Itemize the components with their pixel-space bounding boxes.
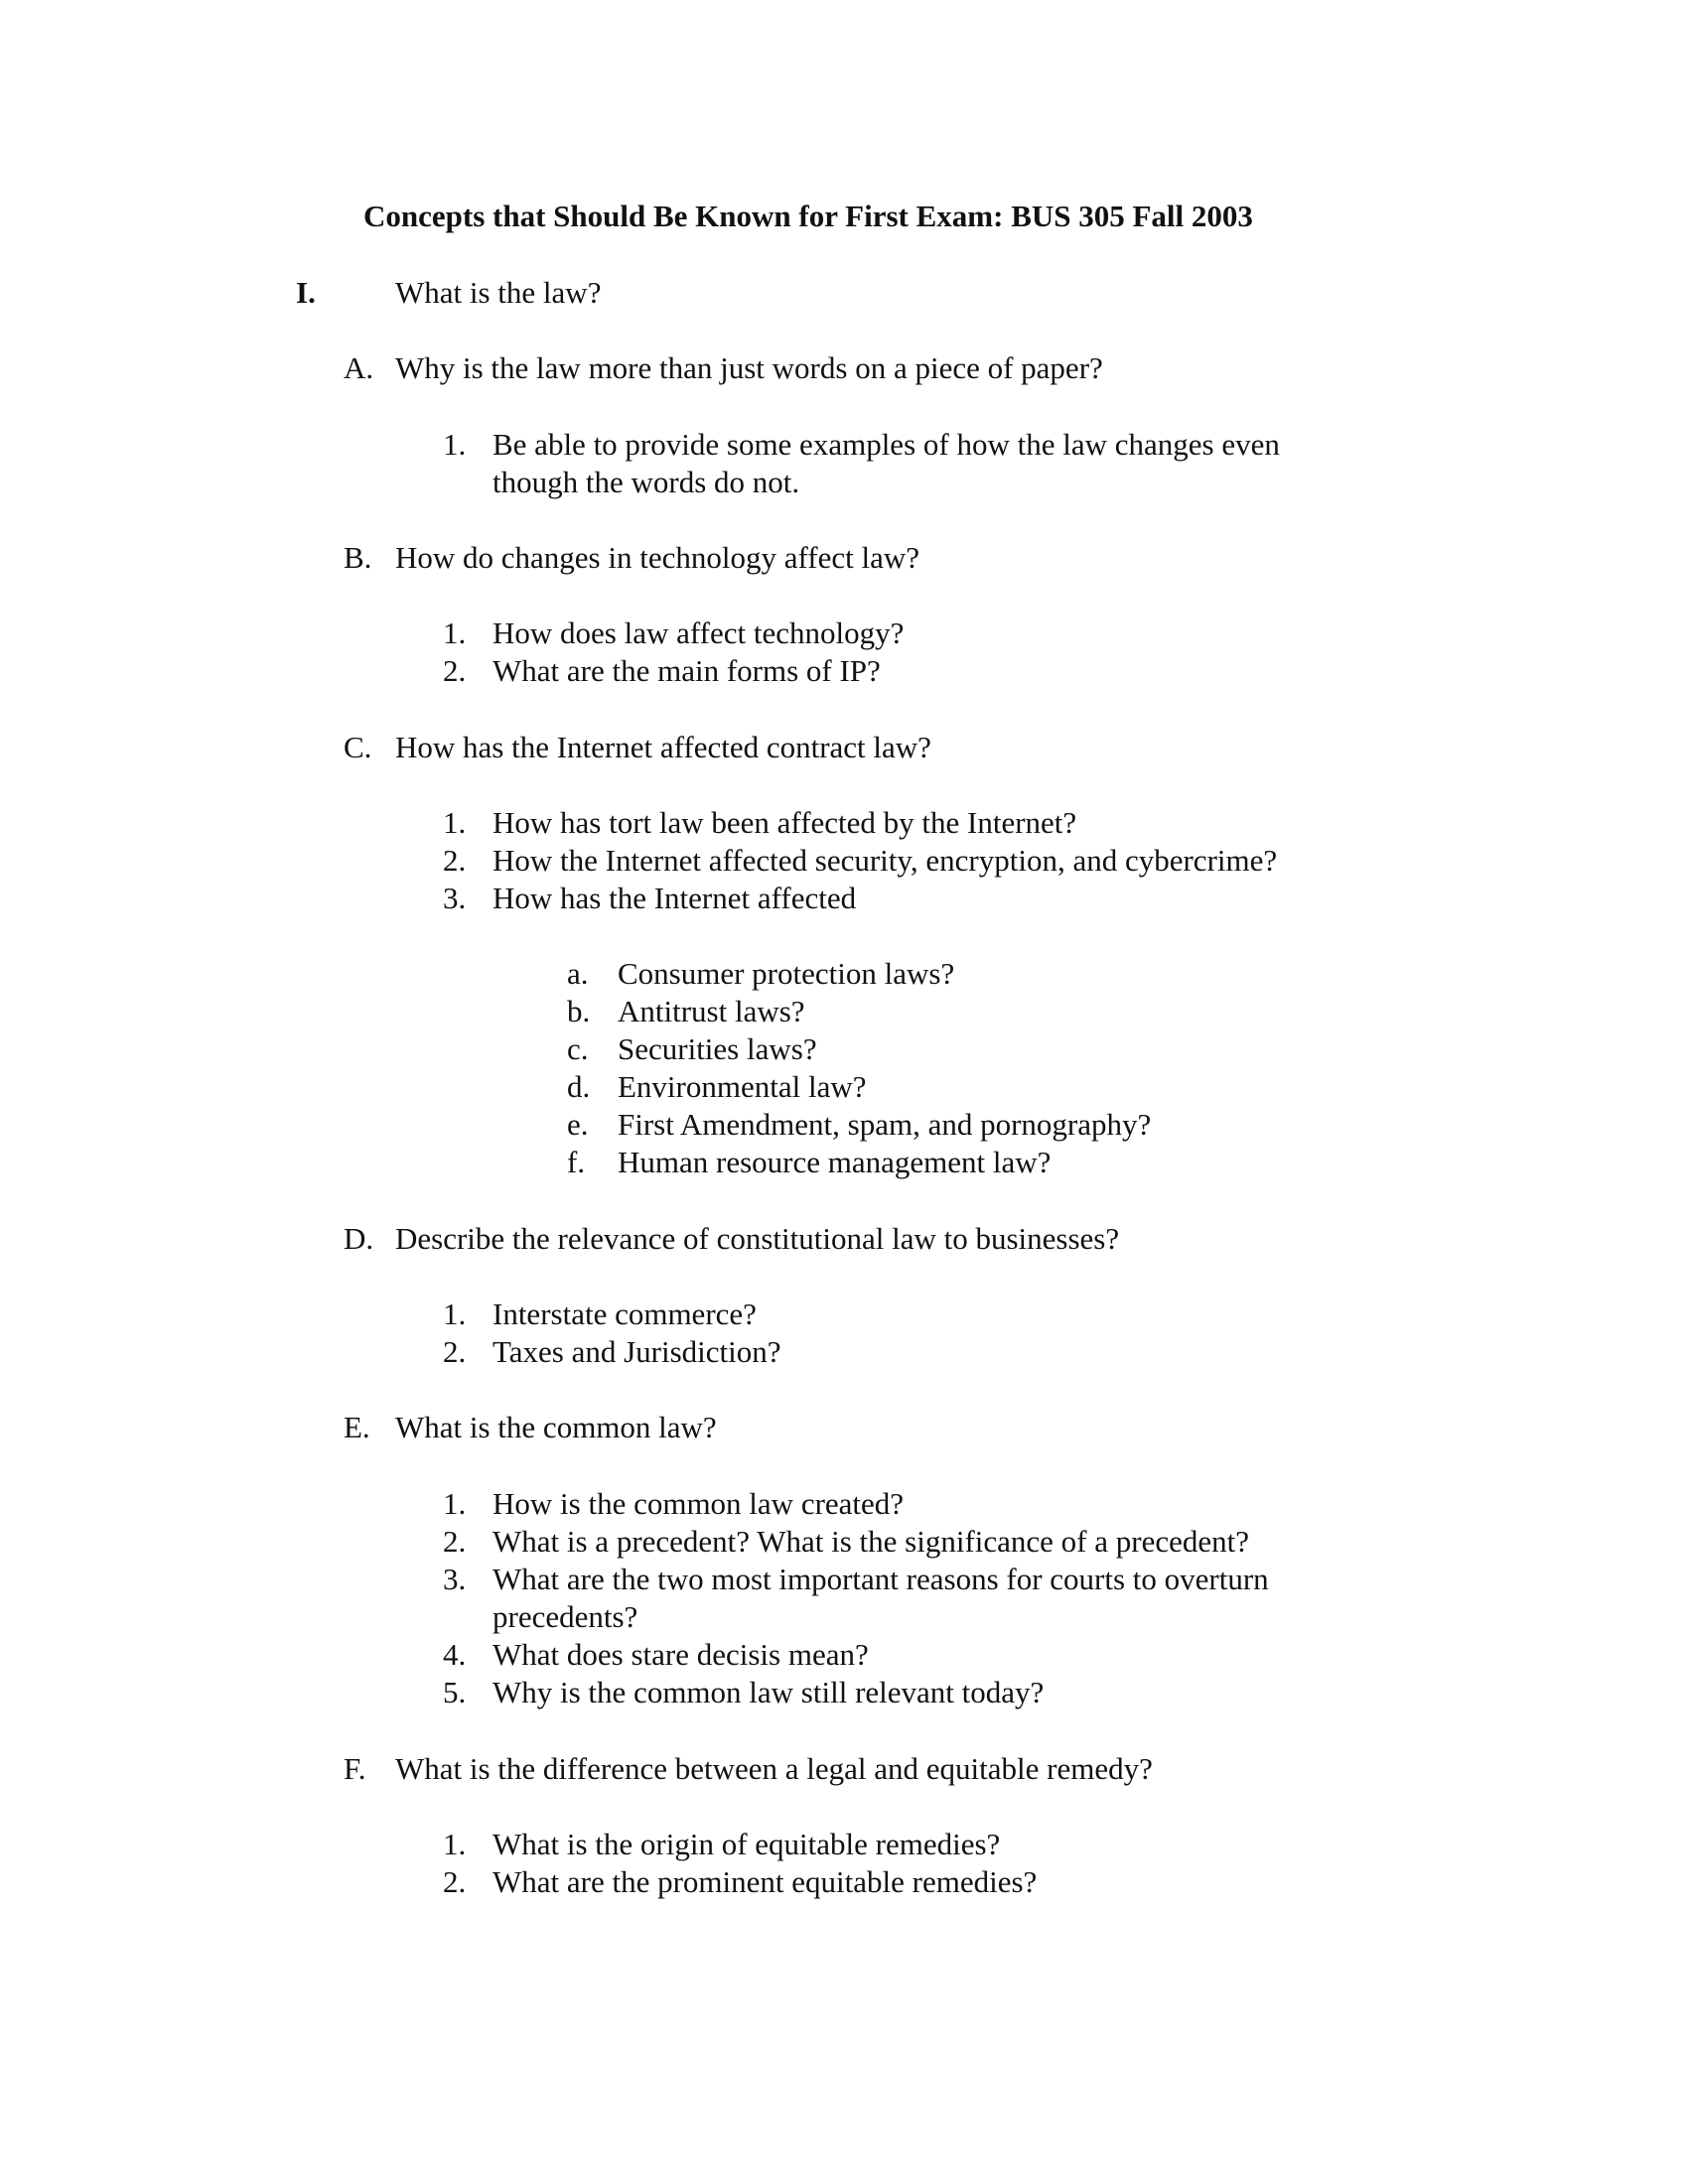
outline-marker-d: D. [344, 1221, 374, 1256]
outline-heading-c: How has the Internet affected contract law? [395, 730, 931, 764]
list-item-text: Be able to provide some examples of how the law changes even [492, 427, 1280, 462]
list-item-text: What is the origin of equitable remedies? [492, 1827, 1001, 1861]
list-item-marker: 1. [443, 1486, 467, 1521]
section-heading: What is the law? [395, 275, 602, 310]
list-item-text-continued: though the words do not. [492, 465, 800, 499]
list-item-text: How is the common law created? [492, 1486, 905, 1521]
outline-heading-b: How do changes in technology affect law? [395, 540, 919, 575]
outline-heading-e: What is the common law? [395, 1410, 717, 1444]
list-item-marker: 2. [443, 1864, 467, 1899]
list-item-marker: 2. [443, 1334, 467, 1369]
list-item-marker: 1. [443, 1297, 467, 1331]
list-item-text: Interstate commerce? [492, 1297, 757, 1331]
list-item-text: What are the prominent equitable remedies? [492, 1864, 1038, 1899]
list-item-marker: 2. [443, 1524, 467, 1559]
sub-item-text: First Amendment, spam, and pornography? [618, 1107, 1152, 1142]
list-item-text: How has tort law been affected by the Internet? [492, 805, 1077, 840]
list-item-marker: 3. [443, 881, 467, 915]
list-item-marker: 2. [443, 843, 467, 878]
outline-marker-c: C. [344, 730, 372, 764]
list-item-marker: 1. [443, 1827, 467, 1861]
list-item-text: What are the two most important reasons for courts to overturn [492, 1562, 1269, 1596]
outline-heading-f: What is the difference between a legal and equitable remedy? [395, 1751, 1153, 1786]
list-item-text: Taxes and Jurisdiction? [492, 1334, 781, 1369]
sub-item-text: Consumer protection laws? [618, 956, 955, 991]
list-item-text: How does law affect technology? [492, 615, 905, 650]
list-item-marker: 4. [443, 1637, 467, 1672]
sub-item-marker: a. [567, 956, 589, 991]
list-item-text: What does stare decisis mean? [492, 1637, 869, 1672]
list-item-marker: 2. [443, 653, 467, 688]
section-marker: I. [296, 275, 316, 310]
sub-item-text: Securities laws? [618, 1031, 817, 1066]
list-item-text: What is a precedent? What is the significance of a precedent? [492, 1524, 1249, 1559]
outline-marker-f: F. [344, 1751, 366, 1786]
sub-item-marker: c. [567, 1031, 589, 1066]
outline-marker-a: A. [344, 350, 374, 385]
list-item-marker: 3. [443, 1562, 467, 1596]
sub-item-marker: f. [567, 1145, 586, 1179]
list-item-marker: 1. [443, 805, 467, 840]
page-title: Concepts that Should Be Known for First Exam: BUS 305 Fall 2003 [363, 199, 1253, 233]
list-item-text-continued: precedents? [492, 1599, 638, 1634]
list-item-text: What are the main forms of IP? [492, 653, 881, 688]
sub-item-text: Environmental law? [618, 1069, 867, 1104]
list-item-text: How has the Internet affected [492, 881, 857, 915]
sub-item-text: Antitrust laws? [618, 994, 805, 1028]
outline-heading-d: Describe the relevance of constitutional law to businesses? [395, 1221, 1120, 1256]
outline-marker-e: E. [344, 1410, 370, 1444]
outline-marker-b: B. [344, 540, 372, 575]
list-item-marker: 1. [443, 615, 467, 650]
sub-item-text: Human resource management law? [618, 1145, 1052, 1179]
list-item-marker: 5. [443, 1675, 467, 1709]
sub-item-marker: b. [567, 994, 591, 1028]
list-item-text: Why is the common law still relevant today? [492, 1675, 1045, 1709]
list-item-marker: 1. [443, 427, 467, 462]
outline-heading-a: Why is the law more than just words on a piece of paper? [395, 350, 1103, 385]
sub-item-marker: e. [567, 1107, 589, 1142]
sub-item-marker: d. [567, 1069, 591, 1104]
list-item-text: How the Internet affected security, encryption, and cybercrime? [492, 843, 1278, 878]
